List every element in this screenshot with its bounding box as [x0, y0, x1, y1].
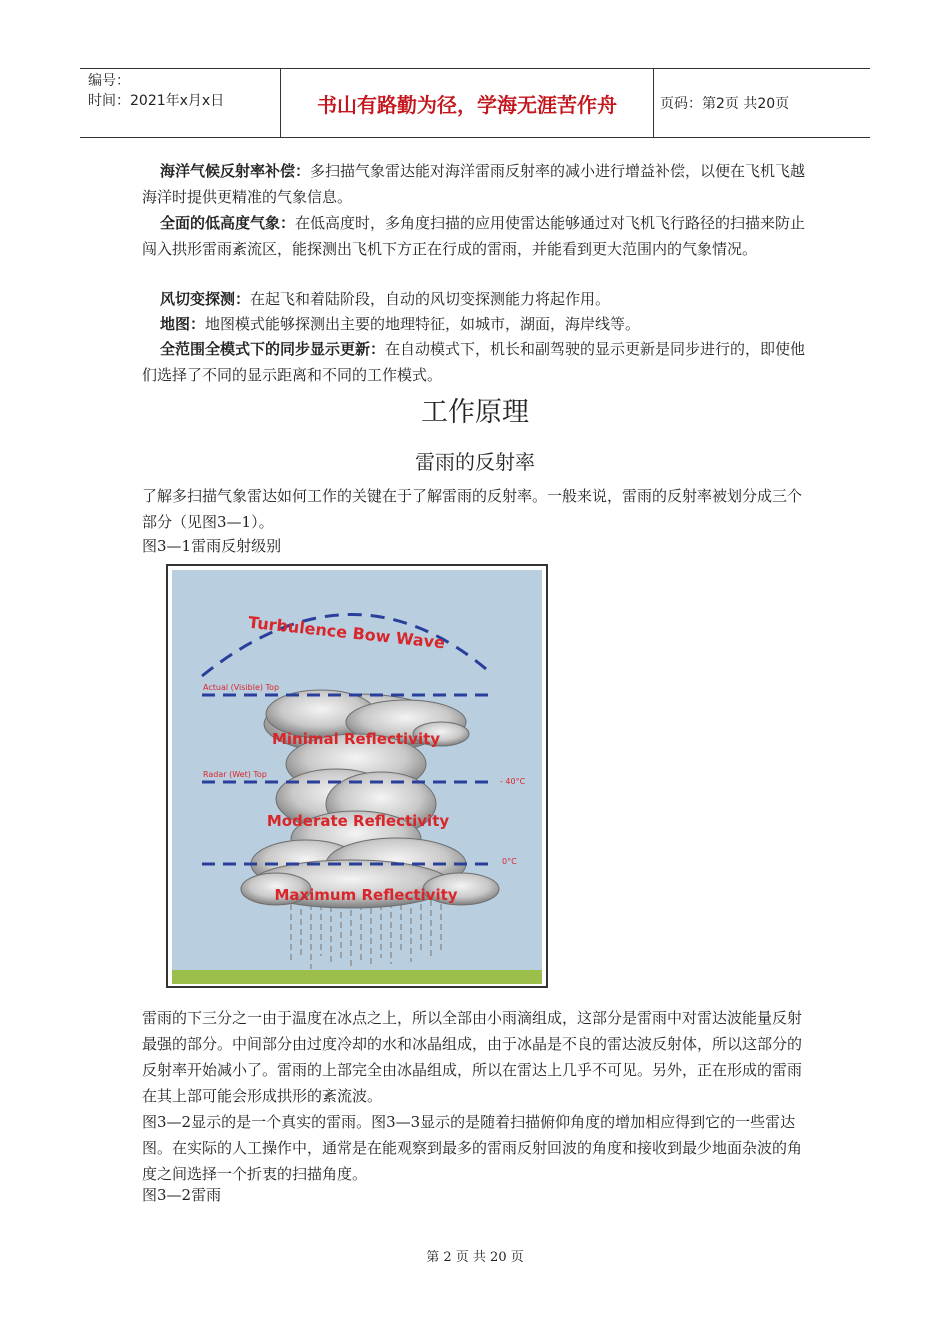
feature-low-altitude [142, 210, 812, 262]
moderate-reflectivity-label: Moderate Reflectivity [266, 812, 450, 830]
feature-text: 地图模式能够探测出主要的地理特征，如城市，湖面，海岸线等。 [205, 315, 641, 333]
feature-map [142, 311, 812, 337]
page-footer: 第 2 页 共 20 页 [426, 1250, 524, 1265]
radar-top-label: Radar (Wet) Top [203, 770, 267, 779]
feature-text: 在起飞和着陆阶段，自动的风切变探测能力将起作用。 [250, 290, 611, 308]
feature-text: 在自动模式下，机长和副驾驶的显示更新是同步进行的，即使他们选择了不同的显示距离和不同的工作模式。 [142, 340, 806, 384]
feature-sync-update [142, 336, 812, 388]
time-label: 时间：2021年x月x日 [88, 93, 225, 109]
minimal-reflectivity-label: Minimal Reflectivity [271, 730, 441, 748]
temp-minus40-label: - 40°C [500, 777, 526, 786]
temp-zero-label: 0°C [502, 857, 517, 866]
feature-title: 地图： [160, 315, 206, 333]
header-meta [80, 69, 280, 137]
feature-title: 风切变探测： [160, 290, 251, 308]
page-header [80, 68, 870, 138]
paragraph-scan-angle: 图3—2显示的是一个真实的雷雨。图3—3显示的是随着扫描俯仰角度的增加相应得到它的一些雷达图。在实际的人工操作中，通常是在能观察到最多的雷雨反射回波的角度和接收到最少地面杂波的角度之间选择一个折衷的扫描角度。 [142, 1113, 803, 1183]
feature-text: 在低高度时，多角度扫描的应用使雷达能够通过对飞机飞行路径的扫描来防止闯入拱形雷雨紊流区，能探测出飞机下方正在行成的雷雨，并能看到更大范围内的气象情况。 [142, 214, 806, 258]
intro-paragraph: 了解多扫描气象雷达如何工作的关键在于了解雷雨的反射率。一般来说，雷雨的反射率被划分成三个部分（见图3—1）。 [142, 487, 803, 531]
feature-text: 多扫描气象雷达能对海洋雷雨反射率的减小进行增益补偿，以便在飞机飞越海洋时提供更精准的气象信息。 [142, 162, 806, 206]
figure1-caption: 图3—1雷雨反射级别 [142, 537, 282, 555]
feature-ocean [142, 158, 812, 210]
figure2-caption: 图3—2雷雨 [142, 1186, 222, 1204]
header-page-label: 页码：第2页 共20页 [660, 96, 790, 112]
feature-title: 海洋气候反射率补偿： [160, 162, 311, 180]
maximum-reflectivity-label: Maximum Reflectivity [274, 886, 458, 904]
thunderstorm-reflectivity-figure [166, 564, 548, 988]
section-title: 工作原理 [421, 397, 529, 428]
subsection-title: 雷雨的反射率 [415, 450, 535, 474]
feature-title: 全范围全模式下的同步显示更新： [160, 340, 386, 358]
bow-wave-label: Turbulence Bow Wave [247, 612, 446, 653]
header-motto: 书山有路勤为径，学海无涯苦作舟 [280, 69, 654, 137]
figure-ground [172, 970, 542, 984]
serial-label: 编号： [88, 73, 130, 89]
feature-windshear [142, 286, 812, 312]
paragraph-layers: 雷雨的下三分之一由于温度在冰点之上，所以全部由小雨滴组成，这部分是雷雨中对雷达波能量反射最强的部分。中间部分由过度冷却的水和冰晶组成，由于冰晶是不良的雷达波反射体，所以这部分的反射率开始减小了。雷雨的上部完全由冰晶组成，所以在雷达上几乎不可见。另外，正在形成的雷雨在其上部可能会形成拱形的紊流波。 [142, 1009, 803, 1105]
visible-top-label: Actual (Visible) Top [203, 683, 280, 692]
feature-title: 全面的低高度气象： [160, 214, 296, 232]
